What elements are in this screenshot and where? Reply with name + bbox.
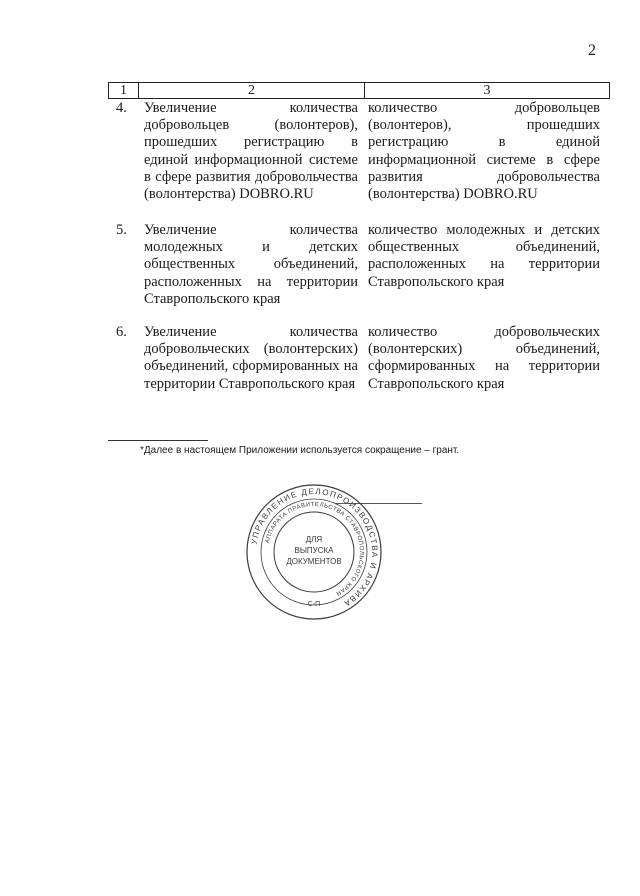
table-header-cell: 3 bbox=[483, 83, 491, 98]
stamp-inner-text: АППАРАТА ПРАВИТЕЛЬСТВА СТАВРОПОЛЬСКОГО КРАЯ bbox=[264, 501, 365, 597]
table-header-cell: 1 bbox=[109, 83, 139, 98]
indicator-text: Увеличение количества добровольцев (волонтеров), прошедших регистрацию в единой информационной системе в сфере развития добровольчества (волонтерства) DOBRO.RU bbox=[144, 100, 358, 203]
footnote: *Далее в настоящем Приложении используется сокращение – грант. bbox=[140, 445, 460, 456]
indicator-measure: количество добровольческих (волонтерских) объединений, сформированных на территории Ставропольского края bbox=[368, 324, 600, 392]
stamp-code: С-П bbox=[307, 601, 321, 608]
footnote-divider bbox=[108, 440, 208, 441]
row-number: 6. bbox=[116, 324, 127, 340]
stamp-outer-text: УПРАВЛЕНИЕ ДЕЛОПРОИЗВОДСТВА И АРХИВА bbox=[249, 486, 380, 609]
indicator-text: Увеличение количества добровольческих (волонтерских) объединений, сформированных на территории Ставропольского края bbox=[144, 324, 358, 392]
table-header-row bbox=[108, 82, 610, 99]
stamp-center-line: ВЫПУСКА bbox=[294, 546, 334, 555]
page-number: 2 bbox=[588, 42, 596, 59]
indicator-measure: количество добровольцев (волонтеров), прошедших регистрацию в единой информационной системе в сфере развития добровольчества (волонтерства) DOBRO.RU bbox=[368, 100, 600, 203]
table-header-cell: 2 bbox=[139, 83, 365, 98]
stamp-center-line: ДЛЯ bbox=[305, 535, 323, 544]
indicator-measure: количество молодежных и детских общественных объединений, расположенных на территории Ставропольского края bbox=[368, 222, 600, 290]
row-number: 4. bbox=[116, 100, 127, 116]
seal-stamp-icon bbox=[244, 482, 384, 622]
row-number: 5. bbox=[116, 222, 127, 238]
stamp-center-line: ДОКУМЕНТОВ bbox=[286, 557, 342, 566]
indicator-text: Увеличение количества молодежных и детских общественных объединений, расположенных на территории Ставропольского края bbox=[144, 222, 358, 307]
